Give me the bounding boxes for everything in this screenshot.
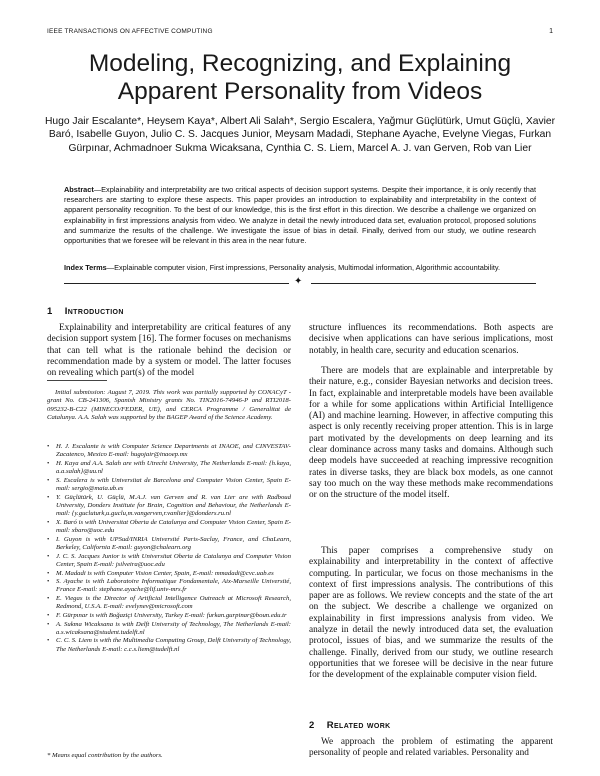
- section-1-title: Introduction: [64, 306, 124, 317]
- footnote-affiliations: [47, 443, 291, 654]
- affiliation-item: • Y. Güçlütürk, U. Güçlü, M.A.J. van Gerven and R. van Lier are with Radboud University, Donders Institute for Brain, Cognition and Behaviour, the Netherlands E-mail: {y.gucluturk,u.guclu,m.vangerven,r.vanlier}@donders.ru.nl: [47, 494, 291, 519]
- section-2-title: Related work: [326, 720, 391, 731]
- affiliation-item: • C. C. S. Liem is with the Multimedia Computing Group, Delft University of Technology, The Netherlands E-mail: c.c.s.liem@tudelft.nl: [47, 637, 291, 654]
- intro-paragraph-right-2: There are models that are explainable and interpretable by their nature, e.g., consider Bayesian networks and decision trees. In fact, explainable and interpretable models have been available for a while for some applications within Artificial Intelligence (AI) and machine learning. However, in affective computing this aspect is only recently receiving proper attention. This is in large part motivated by the developments on deep learning and its clear dominance across many tasks and domains. Although such deep models have succeeded at reaching impressive recognition rates in diverse tasks, they are black box models, as one cannot say too much on the way these methods make recommendations or on the structure of the model itself.: [309, 366, 553, 501]
- running-header: IEEE TRANSACTIONS ON AFFECTIVE COMPUTING: [47, 28, 213, 35]
- intro-paragraph-right-3: This paper comprises a comprehensive study on explainability and interpretability in the context of affective computing. In particular, we focus on those mechanisms in the context of first impressions analysis. The contributions of this paper are as follows. We review concepts and the state of the art on the subject. We describe a challenge we organized on explainability in first impressions analysis from video. We analyze in detail the newly introduced data set, the evaluation protocol, issues of bias, and we summarize the results of the challenge. Finally, derived from our study, we outline research opportunities that we foresee will be decisive in the near future for the development of the explainable computer vision field.: [309, 546, 553, 681]
- affiliation-item: • S. Ayache is with Laboratoire Informatique Fondamentale, Aix-Marseille Université, France E-mail: stephane.ayache@lif.univ-mrs.fr: [47, 578, 291, 595]
- separator-rule-left: [64, 283, 289, 284]
- intro-paragraph-left: Explainability and interpretability are critical features of any decision support system [16]. The former focuses on mechanisms that can tell what is the rationale behind the decision or recommendation made by a system or model. The latter focuses on revealing which part(s) of the model: [47, 323, 291, 379]
- separator-ornament: ✦: [294, 276, 303, 287]
- section-1-number: 1: [47, 306, 53, 317]
- abstract-label: Abstract: [64, 185, 94, 194]
- abstract-text: —Explainability and interpretability are two critical aspects of decision support systems. Despite their importance, it is only recently that researchers are starting to explore these aspects. This paper provides an introduction to explainability and interpretability in the context of apparent personality recognition. To the best of our knowledge, this is the first effort in this direction. We describe a challenge we organized on explainability in first impressions analysis from video. We analyze in detail the newly introduced data set, evaluation protocol, proposed solutions and summarize the results of the challenge. We investigate the issue of bias in detail. Finally, derived from our study, we outline research opportunities that we foresee will be relevant in this area in the near future.: [64, 185, 536, 246]
- section-1-heading: [47, 306, 124, 317]
- index-terms: [64, 263, 536, 273]
- affiliation-item: • M. Madadi is with Computer Vision Center, Spain, E-mail: mmadadi@cvc.uab.es: [47, 570, 291, 578]
- intro-paragraph-right-1: structure influences its recommendations. Both aspects are decisive when applications can have serious implications, most notably, in health care, security and education scenarios.: [309, 323, 553, 356]
- index-terms-label: Index Terms: [64, 263, 107, 272]
- section-2-heading: [309, 720, 391, 731]
- footnote-initial-submission: Initial submission: August 7, 2019. This work was partially supported by CONACyT - grant No. CB-241306, Spanish Ministry grants No. TIN2016-74946-P and RTI2018-095232-B-C22 (MINECO/FEDER, UE), and CERCA Programme / Generalitat de Catalunya. A.A. Salah was supported by the BAGEP Award of the Science Academy.: [47, 389, 291, 421]
- author-list: Hugo Jair Escalante*, Heysem Kaya*, Albert Ali Salah*, Sergio Escalera, Yağmur Güçlütürk, Umut Güçlü, Xavier Baró, Isabelle Guyon, Julio C. S. Jacques Junior, Meysam Madadi, Stephane Ayache, Evelyne Viegas, Furkan Gürpınar, Achmadnoer Sukma Wicaksana, Cynthia C. S. Liem, Marcel A. J. van Gerven, Rob van Lier: [44, 116, 556, 154]
- affiliation-item: • J. C. S. Jacques Junior is with Universitat Oberta de Catalunya and Computer Vision Center, Spain E-mail: jsilveira@uoc.edu: [47, 553, 291, 570]
- abstract: [64, 185, 536, 246]
- related-work-paragraph: We approach the problem of estimating the apparent personality of people and related variables. Personality and: [309, 737, 553, 759]
- affiliation-item: • I. Guyon is with UPSud/INRIA Université Paris-Saclay, France, and ChaLearn, Berkeley, California E-mail: guyon@chalearn.org: [47, 536, 291, 553]
- footnote-equal-contribution: * Means equal contribution by the authors.: [47, 752, 163, 759]
- affiliation-item: • F. Gürpınar is with Boğaziçi University, Turkey E-mail: furkan.gurpinar@boun.edu.tr: [47, 612, 291, 620]
- index-terms-text: —Explainable computer vision, First impressions, Personality analysis, Multimodal information, Algorithmic accountability.: [106, 263, 501, 272]
- separator-rule-right: [311, 283, 536, 284]
- affiliation-item: • E. Viegas is the Director of Artificial Intelligence Outreach at Microsoft Research, Redmond, U.S.A. E-mail: evelynev@microsoft.com: [47, 595, 291, 612]
- affiliation-item: • S. Escalera is with Universitat de Barcelona and Computer Vision Center, Spain E-mail: sergio@maia.ub.es: [47, 477, 291, 494]
- affiliation-item: • H. Kaya and A.A. Salah are with Utrecht University, The Netherlands E-mail: {h.kaya, a.a.salah}@uu.nl: [47, 460, 291, 477]
- affiliation-item: • H. J. Escalante is with Computer Science Departments at INAOE, and CINVESTAV-Zacatenco, Mexico E-mail: hugojair@inaoep.mx: [47, 443, 291, 460]
- affiliation-item: • X. Baró is with Universitat Oberta de Catalunya and Computer Vision Center, Spain E-mail: xbaro@uoc.edu: [47, 519, 291, 536]
- page-number: 1: [549, 28, 553, 35]
- footnote-rule: [47, 380, 107, 381]
- affiliation-item: • A. Sukma Wicaksana is with Delft University of Technology, The Netherlands E-mail: a.s.wicaksana@student.tudelft.nl: [47, 621, 291, 638]
- paper-title: Modeling, Recognizing, and Explaining Apparent Personality from Videos: [88, 50, 512, 105]
- section-2-number: 2: [309, 720, 315, 731]
